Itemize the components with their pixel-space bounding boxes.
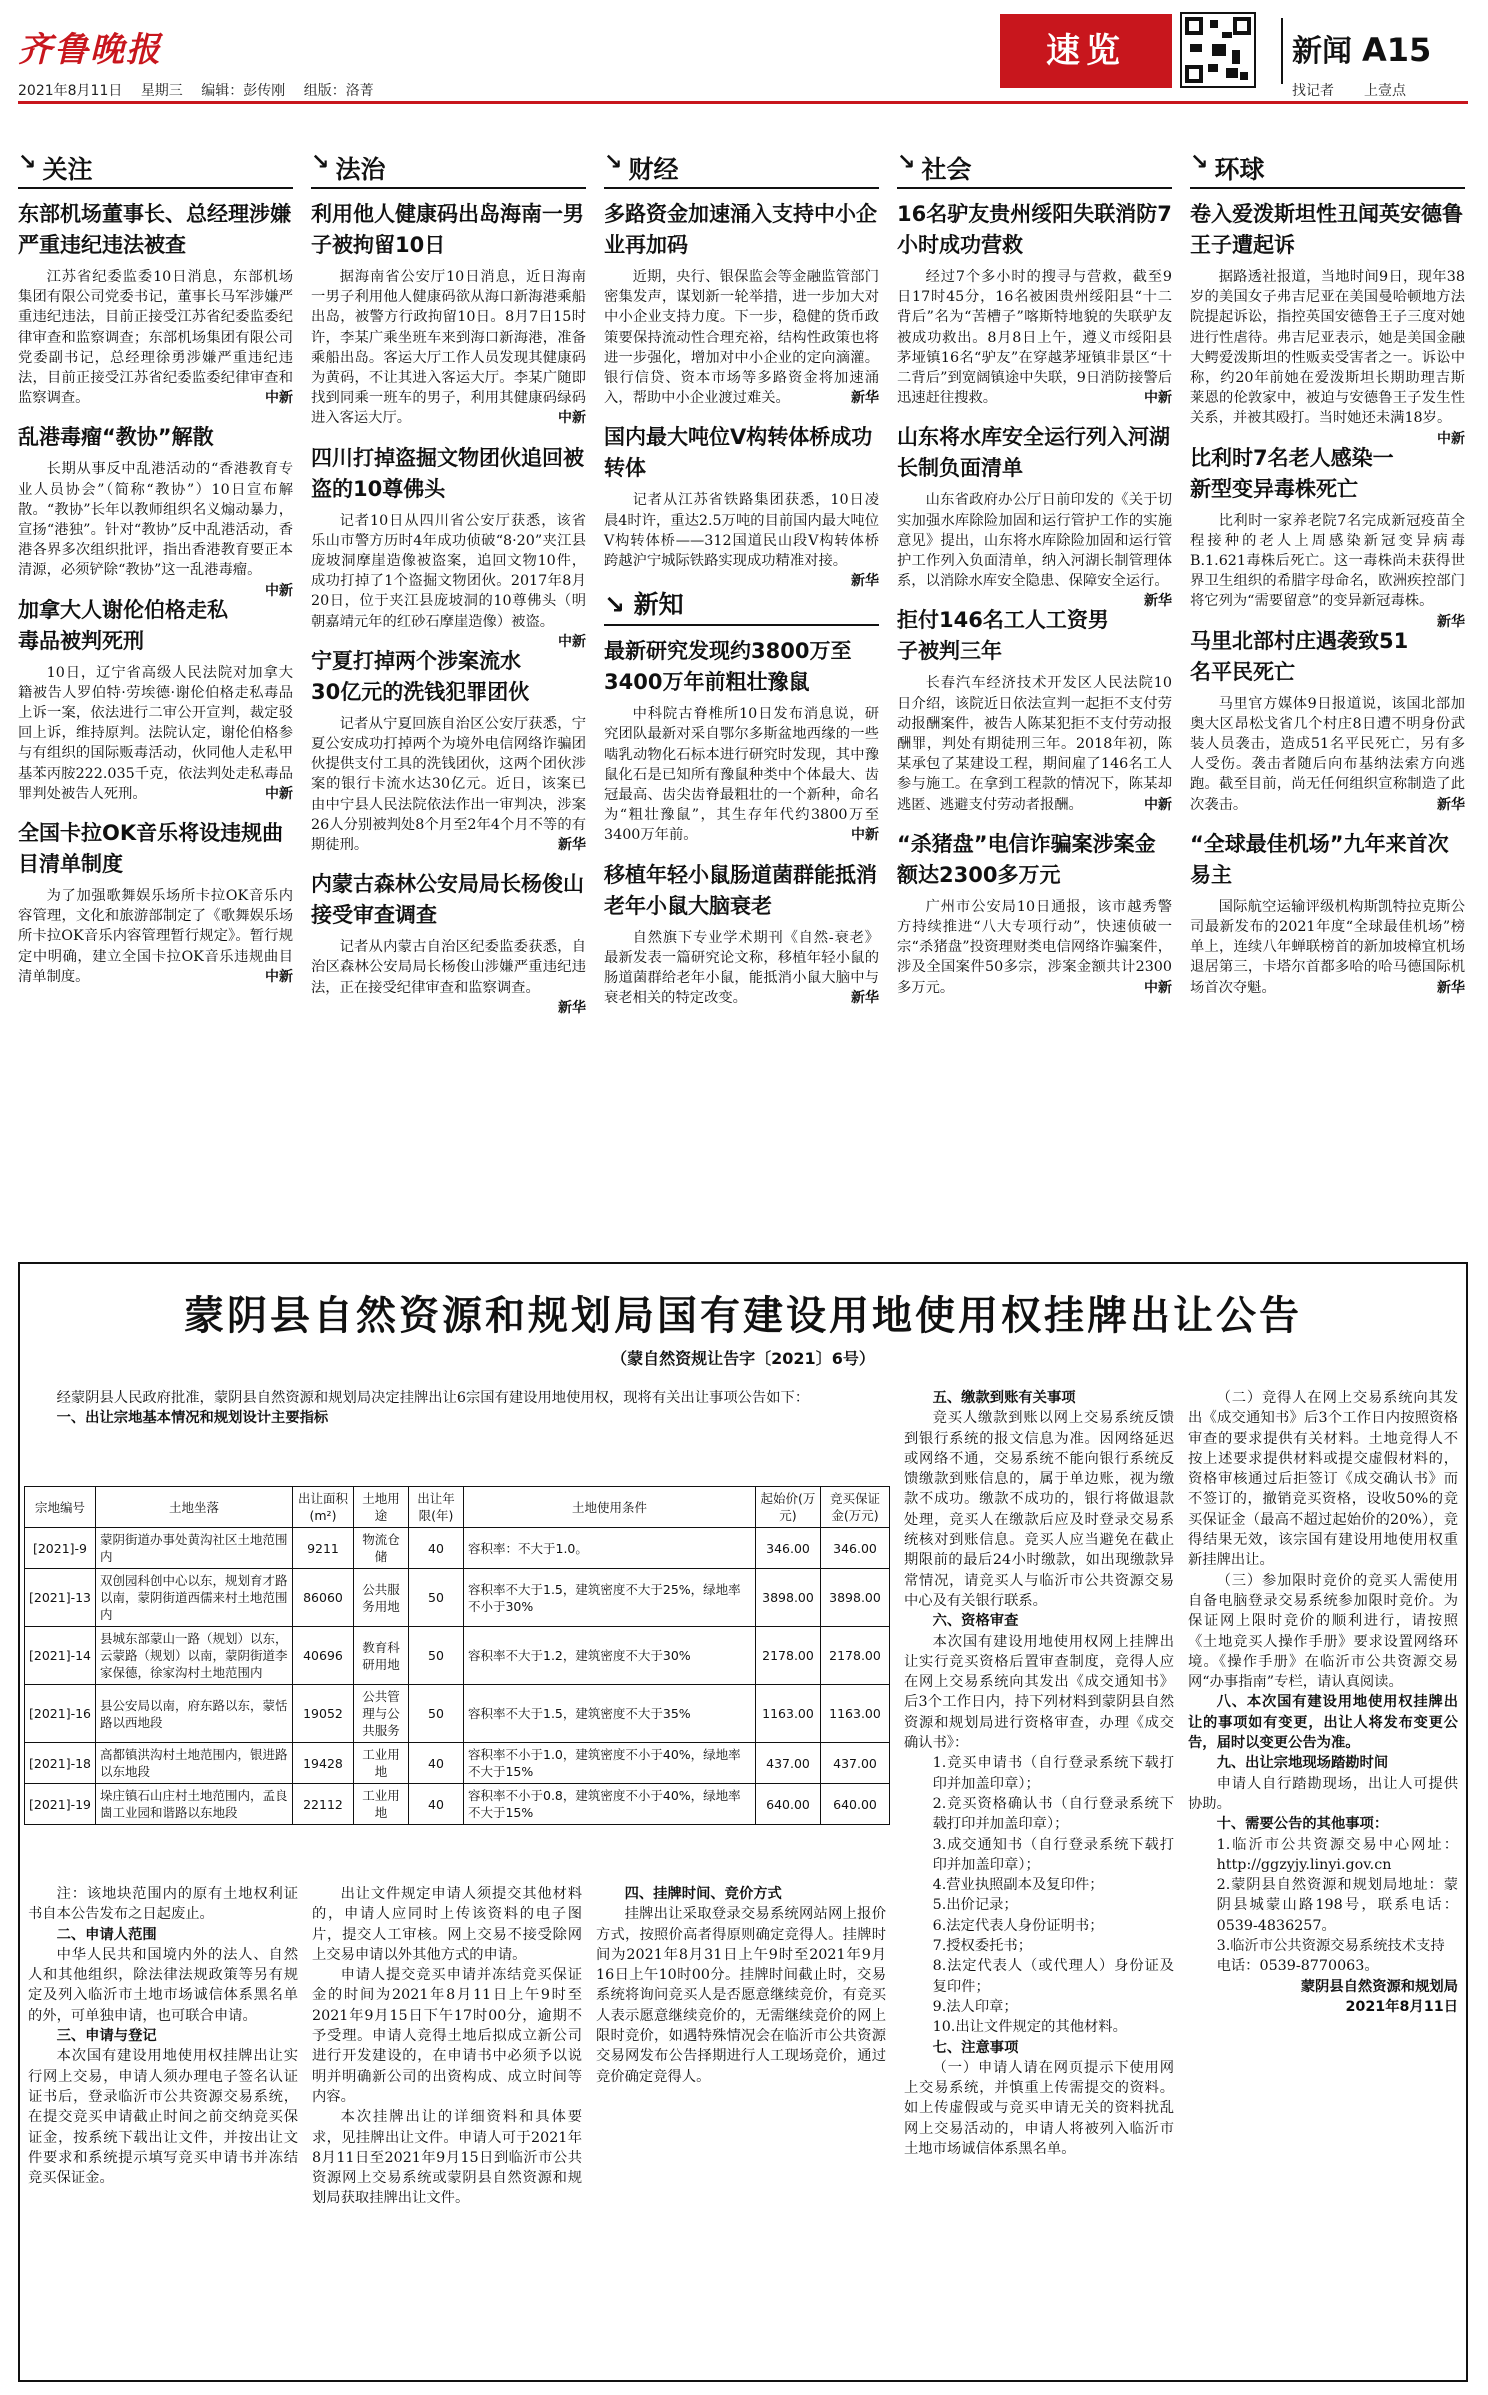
article <box>18 818 293 987</box>
table-note: 注：该地块范围内的原有土地权利证书自本公告发布之日起废止。 <box>28 1886 298 1923</box>
article-title: 山东将水库安全运行列入河湖长制负面清单 <box>897 425 1170 481</box>
column-head <box>1190 150 1465 189</box>
column-guanzhu <box>18 150 293 1001</box>
article-title: “全球最佳机场”九年来首次易主 <box>1190 831 1449 887</box>
other-item: 1.临沂市公共资源交易中心网址：http://ggzyjy.linyi.gov.cn <box>1216 1836 1458 1873</box>
article-title: 乱港毒瘤“教协”解散 <box>18 425 214 450</box>
article-text: 山东省政府办公厅日前印发的《关于切实加强水库除险加固和运行管护工作的实施意见》提出，山东将水库除险加固和运行管护工作列入负面清单，纳入河湖长制管理体系，以消除水库安全隐患、保障安全运行。 <box>897 492 1172 590</box>
article <box>1190 443 1465 630</box>
article <box>1190 626 1465 815</box>
article-source: 中新 <box>265 390 293 407</box>
article-text: 自然旗下专业学术期刊《自然-衰老》最新发表一篇研究论文称，移植年轻小鼠的肠道菌群给老年小鼠，能抵消小鼠大脑中与衰老相关的特定改变。 <box>604 929 879 1007</box>
section-7-heading: 七、注意事项 <box>932 2039 1019 2056</box>
article-source: 中新 <box>1144 796 1172 813</box>
column-title: 环球 <box>1214 155 1265 184</box>
table-cell: 346.00 <box>821 1528 890 1569</box>
section-3-text-d: 本次挂牌出让的详细资料和具体要求，见挂牌出让文件。申请人可于2021年8月11日至2021年9月15日到临沂市公共资源网上交易系统或蒙阴县自然资源和规划局获取挂牌出让文件。 <box>312 2109 582 2207</box>
chevron-icon: ↘ <box>604 150 623 175</box>
article-text: 近期，央行、银保监会等金融监管部门密集发声，谋划新一轮举措，进一步加大对中小企业支持力度。下一步，稳健的货币政策要保持流动性合理充裕，结构性政策也将进一步强化，增加对中小企业的定向滴灌。银行信贷、资本市场等多路资金将加速涌入，帮助中小企业渡过难关。 <box>604 269 879 407</box>
notice-doc-number: （蒙自然资规让告字〔2021〕6号） <box>611 1349 875 1368</box>
editor: 编辑：彭传刚 <box>201 83 286 99</box>
table-cell: 县城东部蒙山一路（规划）以东，云蒙路（规划）以南，蒙阴街道李家保德，徐家沟村土地范围内 <box>95 1627 292 1685</box>
table-cell: 物流仓储 <box>353 1528 408 1569</box>
material-item: 8.法定代表人（或代理人）身份证及复印件； <box>932 1958 1174 1995</box>
article-body <box>604 704 879 845</box>
subhead-title: 新知 <box>633 590 684 620</box>
article-text: 记者从内蒙古自治区纪委监委获悉，自治区森林公安局局长杨俊山涉嫌严重违纪违法，正在接受纪律审查和监察调查。 <box>311 939 586 996</box>
section-6-text: 本次国有建设用地使用权网上挂牌出让实行竞买资格后置审查制度，竞得人应在网上交易系统向其发出《成交通知书》后3个工作日内，持下列材料到蒙阴县自然资源和规划局进行资格审查，办理《成交确认书》： <box>904 1633 1174 1752</box>
article-source: 新华 <box>1144 593 1172 610</box>
table-cell: 容积率不小于1.0，建筑密度不小于40%，绿地率不大于15% <box>463 1743 755 1784</box>
article-source: 新华 <box>851 990 879 1007</box>
article-text: 广州市公安局10日通报，该市越秀警方持续推进“八大专项行动”，快速侦破一宗“杀猪盘”投资理财类电信网络诈骗案件，涉及全国案件50多宗，涉案金额共计2300多万元。 <box>897 898 1172 996</box>
article <box>311 443 586 650</box>
table-cell: 公共服务用地 <box>353 1569 408 1627</box>
article <box>604 199 879 408</box>
table-cell: 22112 <box>292 1784 353 1825</box>
chevron-icon: ↘ <box>604 590 634 620</box>
article-text: 为了加强歌舞娱乐场所卡拉OK音乐内容管理，文化和旅游部制定了《歌舞娱乐场所卡拉OK音乐内容管理暂行规定》。暂行规定中明确，建立全国卡拉OK音乐违规曲目清单制度。 <box>18 888 293 985</box>
table-cell: 垛庄镇石山庄村土地范围内，孟良崮工业园和谐路以东地段 <box>95 1784 292 1825</box>
table-cell: 2178.00 <box>756 1627 821 1685</box>
section-3-heading: 三、申请与登记 <box>56 2028 157 2045</box>
column-caijing <box>604 150 879 1022</box>
article-text: 据路透社报道，当地时间9日，现年38岁的美国女子弗吉尼亚在美国曼哈顿地方法院提起诉讼，指控英国安德鲁王子三度对她进行性虐待。弗吉尼亚表示，她是美国金融大鳄爱泼斯坦的性贩卖受害者之一。诉讼中称，约20年前她在爱泼斯坦长期助理吉斯莱恩的伦敦家中，被迫与安德鲁王子发生性关系，并被其殴打。当时她还未满18岁。 <box>1190 269 1465 427</box>
table-cell: 容积率不小于0.8，建筑密度不小于40%，绿地率不大于15% <box>463 1784 755 1825</box>
kicker-badge: 速览 <box>1000 14 1172 88</box>
article-title: 拒付146名工人工资男子被判三年 <box>897 608 1109 664</box>
table-cell: 50 <box>408 1685 463 1743</box>
material-item: 4.营业执照副本及复印件； <box>932 1877 1104 1894</box>
article-body <box>18 886 293 987</box>
table-cell: 9211 <box>292 1528 353 1569</box>
article-title: 宁夏打掉两个涉案流水30亿元的洗钱犯罪团伙 <box>311 648 530 704</box>
material-item: 2.竞买资格确认书（自行登录系统下载打印并加盖印章）； <box>932 1795 1174 1833</box>
article-source: 中新 <box>558 633 586 650</box>
column-title: 法治 <box>335 155 386 184</box>
section-4-text: 挂牌出让采取登录交易系统网站网上报价方式，按照价高者得原则确定竞得人。挂牌时间为2021年8月31日上午9时至2021年9月16日上午10时00分。挂牌时间截止时，交易系统将询问竞买人是否愿意继续竞价，有竞买人表示愿意继续竞价的，无需继续竞价的网上限时竞价，如遇特殊情况会在临沂市公共资源交易网发布公告择期进行人工现场竞价，通过竞价确定竞得人。 <box>596 1906 886 2085</box>
chevron-icon: ↘ <box>897 150 916 175</box>
article-source: 中新 <box>1144 979 1172 996</box>
section-name: 新闻 <box>1292 34 1352 69</box>
article <box>18 199 293 408</box>
article-text: 国际航空运输评级机构斯凯特拉克斯公司最新发布的2021年度“全球最佳机场”榜单上，连续八年蝉联榜首的新加坡樟宜机场退居第三，卡塔尔首都多哈的哈马德国际机场首次夺魁。 <box>1190 898 1465 996</box>
table-cell: [2021]-18 <box>25 1743 96 1784</box>
article-title: “杀猪盘”电信诈骗案涉案金额达2300多万元 <box>897 831 1156 887</box>
table-cell: 1163.00 <box>821 1685 890 1743</box>
section-2-text: 中华人民共和国境内外的法人、自然人和其他组织，除法律法规政策等另有规定及列入临沂市土地市场诚信体系黑名单的外，可单独申请，也可联合申请。 <box>28 1946 298 2024</box>
article-title: 内蒙古森林公安局局长杨俊山接受审查调查 <box>311 872 584 928</box>
table-cell: 437.00 <box>821 1743 890 1784</box>
article <box>897 422 1172 610</box>
table-cell: 50 <box>408 1569 463 1627</box>
material-item: 3.成交通知书（自行登录系统下载打印并加盖印章）； <box>932 1836 1174 1873</box>
article-title: 马里北部村庄遇袭致51名平民死亡 <box>1190 628 1409 684</box>
article-title: 16名驴友贵州绥阳失联消防7小时成功营救 <box>897 202 1172 257</box>
table-cell: [2021]-13 <box>25 1569 96 1627</box>
article-title: 卷入爱泼斯坦性丑闻英安德鲁王子遭起诉 <box>1190 202 1463 257</box>
table-cell: 50 <box>408 1627 463 1685</box>
article-text: 马里官方媒体9日报道说，该国北部加奥大区昂松戈省几个村庄8日遭不明身份武装人员袭击，造成51名平民死亡，另有多人受伤。袭击者随后向布基纳法索方向逃跑。截至目前，尚无任何组织宣称制造了此次袭击。 <box>1190 695 1465 813</box>
article-body <box>18 663 293 804</box>
masthead <box>0 0 1488 108</box>
table-cell: 40696 <box>292 1627 353 1685</box>
article-body <box>897 897 1172 998</box>
article-title: 四川打掉盗掘文物团伙追回被盗的10尊佛头 <box>311 445 584 501</box>
table-cell: 高都镇洪沟村土地范围内，银进路以东地段 <box>95 1743 292 1784</box>
masthead-separator <box>1281 18 1283 84</box>
section-6-heading: 六、资格审查 <box>932 1613 1019 1630</box>
article <box>897 605 1172 814</box>
section-9-heading: 九、出让宗地现场踏勘时间 <box>1216 1755 1389 1772</box>
table-cell: 公共管理与公共服务 <box>353 1685 408 1743</box>
notice-sign-date: 2021年8月11日 <box>1345 1998 1458 2015</box>
article-body <box>311 714 586 855</box>
material-item: 1.竞买申请书（自行登录系统下载打印并加盖印章）； <box>932 1755 1174 1792</box>
article-title: 利用他人健康码出岛海南一男子被拘留10日 <box>311 202 584 257</box>
material-item: 10.出让文件规定的其他材料。 <box>932 2019 1127 2036</box>
section-7-text-c: （三）参加限时竞价的竞买人需使用自备电脑登录交易系统参加限时竞价。为保证网上限时竞价的顺利进行，请按照《土地竞买人操作手册》要求设置网络环境。《操作手册》在临沂市公共资源交易网“办事指南”专栏，请认真阅读。 <box>1188 1572 1458 1691</box>
reporter-label: 找记者 <box>1292 83 1334 99</box>
table-cell: 1163.00 <box>756 1685 821 1743</box>
article-title: 比利时7名老人感染一新型变异毒株死亡 <box>1190 445 1394 501</box>
article <box>1190 829 1465 998</box>
table-row <box>25 1627 890 1685</box>
article-title: 移植年轻小鼠肠道菌群能抵消老年小鼠大脑衰老 <box>604 862 877 918</box>
article-title: 加拿大人谢伦伯格走私毒品被判死刑 <box>18 597 228 653</box>
chevron-icon: ↘ <box>18 150 37 175</box>
column-fazhi <box>311 150 586 1018</box>
article-source: 中新 <box>265 785 293 802</box>
table-cell: 教育科研用地 <box>353 1627 408 1685</box>
section-3-text: 本次国有建设用地使用权挂牌出让实行网上交易，申请人须办理电子签名认证证书后，登录临沂市公共资源交易系统，在提交竞买申请截止时间之前交纳竞买保证金，按系统下载出让文件，并按出让文件要求和系统提示填写竞买申请书并冻结竞买保证金。 <box>28 2048 298 2187</box>
notice-col-5 <box>1188 1388 1458 2017</box>
land-parcel-table <box>24 1486 890 1825</box>
column-head <box>604 150 879 189</box>
article-body <box>1190 897 1465 998</box>
column-head <box>897 150 1172 189</box>
article-text: 据海南省公安厅10日消息，近日海南一男子利用他人健康码欲从海口新海港乘船出岛，被警方行政拘留10日。8月7日15时许，李某广乘坐班车来到海口新海港，准备乘船出岛。客运大厅工作人员发现其健康码为黄码，不让其进入客运大厅。李某广随即找到同乘一班车的男子，利用其健康码绿码进入客运大厅。 <box>311 269 586 427</box>
column-title: 财经 <box>628 155 679 184</box>
table-cell: 工业用地 <box>353 1743 408 1784</box>
article-source: 中新 <box>1144 390 1172 407</box>
article <box>311 869 586 1016</box>
table-cell: 蒙阴街道办事处黄沟社区土地范围内 <box>95 1528 292 1569</box>
article <box>604 860 879 1009</box>
column-head <box>311 150 586 189</box>
reporter-line <box>1292 80 1406 100</box>
article-text: 长春汽车经济技术开发区人民法院10日介绍，该院近日依法宣判一起拒不支付劳动报酬案件，被告人陈某犯拒不支付劳动报酬罪，判处有期徒刑三年。2018年初，陈某承包了某建设工程，期间雇了146名工人参与施工。在拿到工程款的情况下，陈某却逃匿、逃避支付劳动者报酬。 <box>897 675 1172 813</box>
article-text: 记者从宁夏回族自治区公安厅获悉，宁夏公安成功打掉两个为境外电信网络诈骗团伙提供支付工具的洗钱团伙，这两个团伙涉案的银行卡流水达30亿元。近日，该案已由中宁县人民法院依法作出一审判决，涉案26人分别被判处8个月至2年4个月不等的有期徒刑。 <box>311 715 586 854</box>
th-location: 土地坐落 <box>95 1487 292 1528</box>
table-cell: 容积率不大于1.5，建筑密度不大于25%，绿地率不小于30% <box>463 1569 755 1627</box>
article-source: 新华 <box>558 999 586 1016</box>
table-cell: 工业用地 <box>353 1784 408 1825</box>
notice-title: 蒙阴县自然资源和规划局国有建设用地使用权挂牌出让公告 <box>184 1293 1302 1339</box>
section-2-heading: 二、申请人范围 <box>56 1926 157 1943</box>
reporter-app: 上壹点 <box>1364 83 1406 99</box>
notice-col-3 <box>596 1884 886 2087</box>
article <box>604 422 879 590</box>
table-row <box>25 1685 890 1743</box>
table-cell: 86060 <box>292 1569 353 1627</box>
table-cell: 3898.00 <box>756 1569 821 1627</box>
page-number: A15 <box>1362 31 1432 69</box>
notice-signer: 蒙阴县自然资源和规划局 <box>1300 1978 1458 1995</box>
th-use: 土地用途 <box>353 1487 408 1528</box>
article-title: 东部机场董事长、总经理涉嫌严重违纪违法被查 <box>18 202 291 257</box>
table-cell: [2021]-9 <box>25 1528 96 1569</box>
table-cell: 县公安局以南，府东路以东，蒙恬路以西地段 <box>95 1685 292 1743</box>
article-body <box>897 673 1172 814</box>
article <box>604 636 879 845</box>
column-title: 社会 <box>921 155 972 184</box>
column-head <box>18 150 293 189</box>
article <box>18 595 293 804</box>
section-9-text: 申请人自行踏勘现场，出让人可提供协助。 <box>1188 1775 1458 1812</box>
th-deposit: 竞买保证金(万元) <box>821 1487 890 1528</box>
article-source: 中新 <box>558 410 586 427</box>
other-item: 2.蒙阴县自然资源和规划局地址：蒙阴县城蒙山路198号，联系电话：0539-4836257。 <box>1216 1877 1458 1934</box>
table-header-row <box>25 1487 890 1528</box>
article-title: 最新研究发现约3800万至3400万年前粗壮豫鼠 <box>604 639 852 695</box>
article-body <box>604 490 879 590</box>
section-5-text: 竞买人缴款到账以网上交易系统反馈到银行系统的报文信息为准。因网络延迟或网络不通，交易系统不能向银行系统反馈缴款到账信息的，属于单边账，视为缴款不成功。缴款不成功的，银行将做退款处理，竞买人在缴款后应及时登录交易系统核对到账信息。竞买人应当避免在截止期限前的最后24小时缴款，如出现缴款异常情况，请竞买人与临沂市公共资源交易中心及有关银行联系。 <box>904 1410 1174 1609</box>
material-item: 5.出价记录； <box>932 1897 1018 1914</box>
article-source: 中新 <box>265 582 293 599</box>
article-title: 全国卡拉OK音乐将设违规曲目清单制度 <box>18 821 284 877</box>
article-body <box>897 267 1172 408</box>
qr-code-icon <box>1180 12 1256 88</box>
other-item: 3.临沂市公共资源交易系统技术支持 <box>1216 1938 1445 1955</box>
column-title: 关注 <box>42 155 93 184</box>
section-8-heading: 八、本次国有建设用地使用权挂牌出让的事项如有变更，出让人将发布变更公告，届时以变更公告为准。 <box>1188 1694 1458 1752</box>
section-3-text-c: 申请人提交竞买申请并冻结竞买保证金的时间为2021年8月11日上午9时至2021年9月15日下午17时00分，逾期不予受理。申请人竞得土地后拟成立新公司进行开发建设的，在申请书中必须予以说明并明确新公司的出资构成、成立时间等内容。 <box>312 1967 582 2105</box>
table-cell: 容积率不大于1.2，建筑密度不大于30% <box>463 1627 755 1685</box>
intro-text: 经蒙阴县人民政府批准，蒙阴县自然资源和规划局决定挂牌出让6宗国有建设用地使用权，现将有关出让事项公告如下： <box>56 1390 810 1406</box>
article-title: 国内最大吨位V构转体桥成功转体 <box>604 425 873 481</box>
article-text: 记者从江苏省铁路集团获悉，10日凌晨4时许，重达2.5万吨的目前国内最大吨位V构转体桥——312国道民山段V构转体桥跨越沪宁城际铁路实现成功精准对接。 <box>604 492 879 570</box>
th-area: 出让面积(m²) <box>292 1487 353 1528</box>
chevron-icon: ↘ <box>311 150 330 175</box>
material-item: 9.法人印章； <box>932 1998 1018 2015</box>
table-cell: 346.00 <box>756 1528 821 1569</box>
article-source: 新华 <box>558 837 586 854</box>
th-term: 出让年限(年) <box>408 1487 463 1528</box>
material-item: 6.法定代表人身份证明书； <box>932 1917 1104 1934</box>
article-body <box>1190 511 1465 630</box>
article-body <box>1190 694 1465 815</box>
article-body <box>18 267 293 408</box>
section-10-heading: 十、需要公告的其他事项： <box>1216 1816 1389 1833</box>
dateline <box>18 80 388 100</box>
issue-date: 2021年8月11日 <box>18 83 123 99</box>
land-auction-notice <box>18 1262 1468 2382</box>
article-body <box>311 267 586 429</box>
newspaper-logo: 齐鲁晚报 <box>18 30 162 70</box>
section-label <box>1292 26 1431 70</box>
section-1-heading: 一、出让宗地基本情况和规划设计主要指标 <box>56 1410 329 1427</box>
article <box>311 646 586 855</box>
th-conditions: 土地使用条件 <box>463 1487 755 1528</box>
section-5-heading: 五、缴款到账有关事项 <box>932 1390 1076 1406</box>
article-body <box>604 928 879 1009</box>
notice-col-1 <box>28 1884 298 2188</box>
article-text: 江苏省纪委监委10日消息，东部机场集团有限公司党委书记，董事长马军涉嫌严重违纪违法，目前正接受江苏省纪委监委纪律审查和监察调查；东部机场集团有限公司党委副书记，总经理徐勇涉嫌严重违纪违法，目前正接受江苏省纪委监委纪律审查和监察调查。 <box>18 269 293 407</box>
article-body <box>311 937 586 1016</box>
table-cell: 19052 <box>292 1685 353 1743</box>
article <box>897 199 1172 408</box>
table-row <box>25 1528 890 1569</box>
section-4-heading: 四、挂牌时间、竞价方式 <box>624 1886 782 1902</box>
article-source: 中新 <box>1437 430 1465 447</box>
material-item: 7.授权委托书； <box>932 1938 1033 1955</box>
article <box>1190 199 1465 447</box>
table-row <box>25 1743 890 1784</box>
th-start-price: 起始价(万元) <box>756 1487 821 1528</box>
article-text: 中科院古脊椎所10日发布消息说，研究团队最新对采自鄂尔多斯盆地西缘的一些啮乳动物化石标本进行研究时发现，其中豫鼠化石是已知所有豫鼠种类中个体最大、齿冠最高、齿尖齿脊最粗壮的一个新种，命名为“粗壮豫鼠”，其生存年代约3800万至3400万年前。 <box>604 706 879 844</box>
table-cell: 双创园科创中心以东，规划育才路以南，蒙阴街道西儒来村土地范围内 <box>95 1569 292 1627</box>
table-cell: 2178.00 <box>821 1627 890 1685</box>
table-cell: [2021]-14 <box>25 1627 96 1685</box>
table-cell: 40 <box>408 1528 463 1569</box>
article-text: 经过7个多小时的搜寻与营救，截至9日17时45分，16名被困贵州绥阳县“十二背后”名为“苦槽子”喀斯特地貌的失联驴友被成功救出。8月8日上午，遵义市绥阳县茅垭镇16名“驴友”在穿越茅垭镇非景区“十二背后”到宽阔镇途中失联，9日消防接警后迅速赶往搜救。 <box>897 269 1172 407</box>
article-source: 新华 <box>851 390 879 407</box>
article-text: 比利时一家养老院7名完成新冠疫苗全程接种的老人上周感染新冠变异病毒B.1.621毒株后死亡。这一毒株尚未获得世界卫生组织的希腊字母命名，欧洲疾控部门将它列为“需要留意”的变异新冠毒株。 <box>1190 512 1465 610</box>
table-row <box>25 1784 890 1825</box>
table-cell: 容积率：不大于1.0。 <box>463 1528 755 1569</box>
th-parcel-id: 宗地编号 <box>25 1487 96 1528</box>
table-cell: [2021]-16 <box>25 1685 96 1743</box>
article-title: 多路资金加速涌入支持中小企业再加码 <box>604 202 877 257</box>
layout-editor: 组版：洛菁 <box>303 83 374 99</box>
section-7-text: （一）申请人请在网页提示下使用网上交易系统，并慎重上传需提交的资料。如上传虚假或与竞买申请无关的资料扰乱网上交易活动的，申请人将被列入临沂市土地市场诚信体系黑名单。 <box>904 2059 1174 2157</box>
column-shehui <box>897 150 1172 1012</box>
table-cell: 437.00 <box>756 1743 821 1784</box>
section-7-text-b: （二）竞得人在网上交易系统向其发出《成交通知书》后3个工作日内按照资格审查的要求提供有关材料。土地竞得人不按上述要求提供材料或提交虚假材料的，资格审核通过后拒签订《成交确认书》而不签订的，撤销竞买资格，设收50%的竞买保证金（最高不超过起始价的20%），竞得结果无效，该宗国有建设用地使用权重新挂牌出让。 <box>1188 1390 1458 1569</box>
article-body <box>897 490 1172 610</box>
section-3-text-b: 出让文件规定申请人须提交其他材料的，申请人应同时上传该资料的电子图片，提交人工审核。网上交易不接受除网上交易申请以外其他方式的申请。 <box>312 1886 582 1963</box>
table-cell: 容积率不大于1.5，建筑密度不大于35% <box>463 1685 755 1743</box>
required-materials-list <box>904 1753 1174 2037</box>
weekday: 星期三 <box>140 83 183 99</box>
article-text: 10日，辽宁省高级人民法院对加拿大籍被告人罗伯特·劳埃德·谢伦伯格走私毒品上诉一案，依法进行二审公开宣判，裁定驳回上诉，维持原判。法院认定，谢伦伯格参与有组织的国际贩毒活动，伙同他人走私甲基苯丙胺222.035千克，依法判处走私毒品罪判处被告人死刑。 <box>18 664 293 802</box>
table-cell: 3898.00 <box>821 1569 890 1627</box>
column-huanqiu <box>1190 150 1465 1012</box>
table-cell: 640.00 <box>821 1784 890 1825</box>
table-cell: 640.00 <box>756 1784 821 1825</box>
notice-col-4 <box>904 1388 1174 2159</box>
article <box>311 199 586 429</box>
article-body <box>604 267 879 408</box>
article-source: 新华 <box>851 573 879 590</box>
article <box>18 422 293 599</box>
other-matters-list <box>1188 1835 1458 1977</box>
chevron-icon: ↘ <box>1190 150 1209 175</box>
article-source: 新华 <box>1437 796 1465 813</box>
article-body <box>1190 267 1465 447</box>
other-item: 电话：0539-8770063。 <box>1216 1958 1379 1975</box>
table-row <box>25 1569 890 1627</box>
notice-intro <box>28 1388 890 1429</box>
table-cell: [2021]-19 <box>25 1784 96 1825</box>
table-cell: 19428 <box>292 1743 353 1784</box>
article-source: 中新 <box>265 968 293 985</box>
article-body <box>311 511 586 650</box>
notice-col-2 <box>312 1884 582 2209</box>
article-body <box>18 459 293 599</box>
article <box>897 829 1172 998</box>
article-text: 记者10日从四川省公安厅获悉，该省乐山市警方历时4年成功侦破“8·20”夹江县庞坡洞摩崖造像被盗案，追回文物10件，成功打掉了1个盗掘文物团伙。2017年8月20日，位于夹江县庞坡洞的10尊佛头（明朝嘉靖元年的红砂石摩崖造像）被盗。 <box>311 512 586 630</box>
article-source: 新华 <box>1437 979 1465 996</box>
table-cell: 40 <box>408 1743 463 1784</box>
masthead-rule <box>18 101 1468 104</box>
article-source: 中新 <box>851 827 879 844</box>
table-cell: 40 <box>408 1784 463 1825</box>
article-text: 长期从事反中乱港活动的“香港教育专业人员协会”（简称“教协”）10日宣布解散。“教协”长年以教师组织名义煽动暴力，宣扬“港独”。针对“教协”反中乱港活动，香港各界多次组织批评，指出香港教育要正本清源，必须铲除“教协”这一乱港毒瘤。 <box>18 461 293 579</box>
article-source: 新华 <box>1437 613 1465 630</box>
